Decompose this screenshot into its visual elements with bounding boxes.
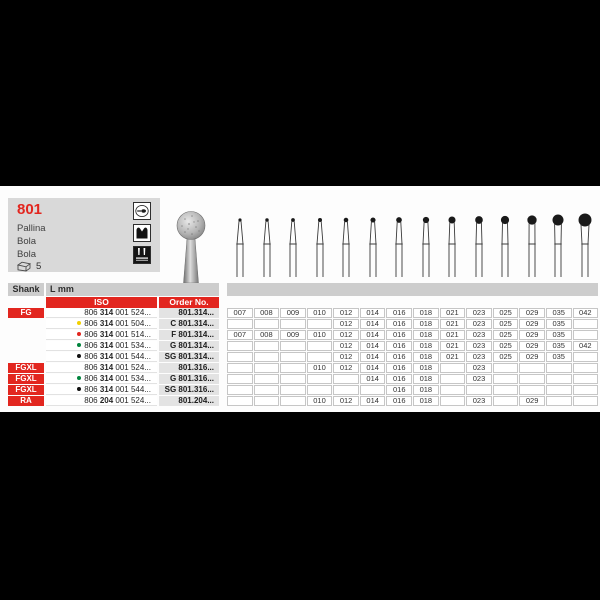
color-dot-green <box>77 376 81 380</box>
size-cell: 014 <box>360 396 386 406</box>
size-cell <box>307 374 333 384</box>
bur-silhouette-021 <box>439 210 465 278</box>
size-cell: 021 <box>440 330 466 340</box>
bur-silhouette-018 <box>413 210 439 278</box>
size-cell <box>440 396 466 406</box>
package-icon <box>17 261 31 272</box>
size-cell: 035 <box>546 341 572 351</box>
table-row <box>0 308 600 319</box>
iso-number: 806 314 001 544... <box>46 385 157 395</box>
size-cell <box>280 341 306 351</box>
size-grid <box>227 330 598 340</box>
order-number: G 801.316... <box>159 374 219 384</box>
size-grid <box>227 352 598 362</box>
size-cell: 009 <box>280 308 306 318</box>
table-row <box>0 385 600 396</box>
size-cell: 014 <box>360 308 386 318</box>
sizes-header-band <box>227 283 598 296</box>
size-cell <box>573 363 599 373</box>
size-cell: 016 <box>386 352 412 362</box>
size-cell: 023 <box>466 330 492 340</box>
size-cell: 016 <box>386 330 412 340</box>
size-cell: 023 <box>466 363 492 373</box>
size-cell: 035 <box>546 330 572 340</box>
size-cell: 016 <box>386 308 412 318</box>
product-names <box>17 222 46 261</box>
size-grid <box>227 363 598 373</box>
size-cell: 021 <box>440 352 466 362</box>
order-number: SG 801.314... <box>159 352 219 362</box>
size-cell: 018 <box>413 374 439 384</box>
size-cell: 012 <box>333 363 359 373</box>
size-cell: 012 <box>333 341 359 351</box>
order-number: 801.314... <box>159 308 219 318</box>
size-cell <box>360 385 386 395</box>
size-cell: 018 <box>413 308 439 318</box>
order-number: 801.316... <box>159 363 219 373</box>
shank-badge: RA <box>8 396 44 406</box>
size-grid <box>227 341 598 351</box>
size-cell: 016 <box>386 319 412 329</box>
size-cell: 023 <box>466 374 492 384</box>
size-cell <box>227 352 253 362</box>
shank-badge: FGXL <box>8 374 44 384</box>
size-cell: 021 <box>440 319 466 329</box>
size-grid <box>227 319 598 329</box>
bur-silhouette-008 <box>254 210 280 278</box>
size-cell: 029 <box>519 330 545 340</box>
size-cell <box>493 374 519 384</box>
shank-badge: FGXL <box>8 385 44 395</box>
length-header-cell: L mm <box>46 283 219 296</box>
size-cell <box>280 319 306 329</box>
size-cell <box>280 385 306 395</box>
size-cell <box>307 319 333 329</box>
color-dot-black <box>77 387 81 391</box>
table-row <box>0 363 600 374</box>
size-cell <box>573 352 599 362</box>
size-cell: 029 <box>519 352 545 362</box>
order-no-header-cell: Order No. <box>159 297 219 308</box>
iso-number: 806 314 001 524... <box>46 308 157 318</box>
size-cell <box>280 374 306 384</box>
size-cell <box>546 374 572 384</box>
table-row <box>0 341 600 352</box>
size-cell: 029 <box>519 319 545 329</box>
size-cell: 012 <box>333 330 359 340</box>
size-cell <box>254 352 280 362</box>
bur-silhouette-016 <box>386 210 412 278</box>
bur-silhouette-025 <box>492 210 518 278</box>
size-grid <box>227 396 598 406</box>
rotation-instrument-icon <box>133 202 151 220</box>
table-row <box>0 374 600 385</box>
size-cell: 018 <box>413 341 439 351</box>
size-cell: 014 <box>360 374 386 384</box>
size-cell: 023 <box>466 352 492 362</box>
size-cell <box>254 341 280 351</box>
size-cell: 016 <box>386 374 412 384</box>
bur-silhouette-009 <box>280 210 306 278</box>
size-cell: 012 <box>333 308 359 318</box>
table-row <box>0 352 600 363</box>
table-row <box>0 319 600 330</box>
color-dot-green <box>77 343 81 347</box>
iso-number: 806 314 001 504... <box>46 319 157 329</box>
size-cell: 010 <box>307 330 333 340</box>
order-number: C 801.314... <box>159 319 219 329</box>
size-cell <box>227 341 253 351</box>
size-cell: 012 <box>333 319 359 329</box>
iso-header-cell: ISO <box>46 297 157 308</box>
order-number: 801.204... <box>159 396 219 406</box>
size-cell <box>493 385 519 395</box>
round-diamond-bur-photo <box>172 209 210 285</box>
size-cell: 014 <box>360 352 386 362</box>
size-cell: 025 <box>493 330 519 340</box>
size-cell <box>466 385 492 395</box>
size-cell <box>573 319 599 329</box>
order-number: SG 801.316... <box>159 385 219 395</box>
size-cell: 023 <box>466 319 492 329</box>
iso-number: 806 314 001 534... <box>46 374 157 384</box>
product-info-box <box>8 198 160 272</box>
size-cell <box>307 385 333 395</box>
size-cell: 035 <box>546 352 572 362</box>
product-name-pt: Bola <box>17 249 37 260</box>
size-cell <box>440 385 466 395</box>
size-cell <box>573 330 599 340</box>
size-cell: 018 <box>413 319 439 329</box>
size-cell: 014 <box>360 341 386 351</box>
size-cell <box>254 396 280 406</box>
shank-badge: FG <box>8 308 44 318</box>
size-grid <box>227 308 598 318</box>
size-cell <box>227 319 253 329</box>
size-cell: 010 <box>307 396 333 406</box>
size-cell <box>254 319 280 329</box>
product-name-es: Bola <box>17 236 37 247</box>
size-cell <box>307 352 333 362</box>
order-number: F 801.314... <box>159 330 219 340</box>
size-cell <box>546 385 572 395</box>
size-cell: 018 <box>413 385 439 395</box>
iso-number: 806 314 001 534... <box>46 341 157 351</box>
size-cell: 029 <box>519 396 545 406</box>
size-cell: 018 <box>413 363 439 373</box>
iso-number: 806 204 001 524... <box>46 396 157 406</box>
size-cell <box>280 363 306 373</box>
size-cell <box>280 396 306 406</box>
color-dot-black <box>77 354 81 358</box>
size-cell <box>573 385 599 395</box>
size-cell: 042 <box>573 308 599 318</box>
catalog-page <box>0 186 600 412</box>
size-cell <box>546 396 572 406</box>
tooth-cavity-icon <box>133 224 151 242</box>
size-cell: 012 <box>333 352 359 362</box>
product-name-it: Pallina <box>17 223 46 234</box>
size-cell: 035 <box>546 319 572 329</box>
size-cell <box>519 363 545 373</box>
shank-header-cell: Shank <box>8 283 44 296</box>
size-cell <box>573 396 599 406</box>
size-cell: 016 <box>386 385 412 395</box>
size-cell <box>493 396 519 406</box>
size-cell: 023 <box>466 341 492 351</box>
size-cell: 025 <box>493 319 519 329</box>
size-cell <box>546 363 572 373</box>
color-dot-yellow <box>77 321 81 325</box>
size-cell: 018 <box>413 396 439 406</box>
size-cell: 012 <box>333 396 359 406</box>
table-row <box>0 330 600 341</box>
size-cell <box>333 385 359 395</box>
size-cell: 025 <box>493 308 519 318</box>
size-cell <box>440 363 466 373</box>
size-cell <box>519 385 545 395</box>
size-cell: 008 <box>254 330 280 340</box>
size-cell <box>280 352 306 362</box>
size-cell: 025 <box>493 341 519 351</box>
pack-quantity: 5 <box>36 261 42 272</box>
color-dot-red <box>77 332 81 336</box>
size-grid <box>227 385 598 395</box>
size-cell <box>440 374 466 384</box>
size-cell <box>227 363 253 373</box>
size-cell: 008 <box>254 308 280 318</box>
size-cell: 016 <box>386 341 412 351</box>
size-cell <box>519 374 545 384</box>
size-cell: 007 <box>227 308 253 318</box>
size-cell: 014 <box>360 363 386 373</box>
size-cell: 021 <box>440 341 466 351</box>
iso-number: 806 314 001 524... <box>46 363 157 373</box>
size-cell <box>493 363 519 373</box>
size-cell <box>333 374 359 384</box>
size-cell: 016 <box>386 396 412 406</box>
size-cell: 010 <box>307 363 333 373</box>
size-cell: 029 <box>519 341 545 351</box>
size-cell: 014 <box>360 319 386 329</box>
size-cell: 018 <box>413 330 439 340</box>
size-cell <box>307 341 333 351</box>
size-cell <box>227 396 253 406</box>
size-cell: 023 <box>466 396 492 406</box>
application-icons <box>133 202 153 264</box>
bur-silhouette-042 <box>572 210 598 278</box>
size-cell: 029 <box>519 308 545 318</box>
size-cell <box>227 385 253 395</box>
bur-silhouette-023 <box>466 210 492 278</box>
size-cell: 042 <box>573 341 599 351</box>
tooth-root-icon <box>133 246 151 264</box>
size-cell <box>254 385 280 395</box>
size-cell <box>254 363 280 373</box>
bur-silhouette-010 <box>307 210 333 278</box>
bur-silhouette-029 <box>519 210 545 278</box>
size-cell: 009 <box>280 330 306 340</box>
size-cell: 014 <box>360 330 386 340</box>
iso-number: 806 314 001 514... <box>46 330 157 340</box>
product-code: 801 <box>17 201 43 218</box>
table-row <box>0 396 600 407</box>
bur-silhouette-014 <box>360 210 386 278</box>
size-cell <box>573 374 599 384</box>
size-cell <box>227 374 253 384</box>
pack-quantity-row <box>17 261 41 272</box>
size-cell <box>254 374 280 384</box>
order-number: G 801.314... <box>159 341 219 351</box>
size-cell: 025 <box>493 352 519 362</box>
bur-silhouette-035 <box>545 210 571 278</box>
shank-badge: FGXL <box>8 363 44 373</box>
bur-silhouette-007 <box>227 210 253 278</box>
size-cell: 007 <box>227 330 253 340</box>
size-cell: 023 <box>466 308 492 318</box>
size-cell: 018 <box>413 352 439 362</box>
size-cell: 035 <box>546 308 572 318</box>
bur-silhouette-012 <box>333 210 359 278</box>
size-cell: 016 <box>386 363 412 373</box>
iso-number: 806 314 001 544... <box>46 352 157 362</box>
size-cell: 021 <box>440 308 466 318</box>
size-cell: 010 <box>307 308 333 318</box>
size-grid <box>227 374 598 384</box>
